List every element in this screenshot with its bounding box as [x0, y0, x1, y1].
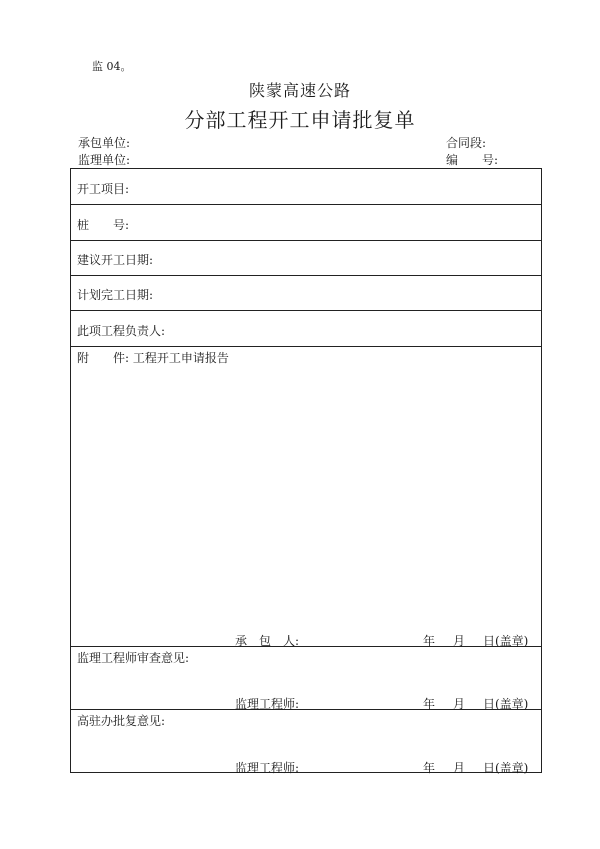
- engineer-review-label: 监理工程师审查意见:: [77, 651, 190, 665]
- day-seal-label: 日(盖章): [483, 697, 529, 711]
- row-attachment: [71, 347, 541, 647]
- row-resident-office-approval: [71, 710, 541, 774]
- row-start-item: [71, 169, 541, 205]
- row-engineer-review: [71, 647, 541, 710]
- row-suggested-start-date: [71, 241, 541, 276]
- day-seal-label: 日(盖章): [483, 761, 529, 775]
- resident-office-approval-label: 高驻办批复意见:: [77, 714, 166, 728]
- row-stake-no: [71, 205, 541, 241]
- engineer-signature-label: 监理工程师:: [235, 697, 300, 711]
- day-seal-label: 日(盖章): [483, 634, 529, 648]
- month-label: 月: [453, 697, 466, 711]
- attachment-label: 附 件: 工程开工申请报告: [77, 351, 229, 365]
- planned-finish-date-label: 计划完工日期:: [77, 288, 154, 302]
- form-code: 监 04。: [92, 60, 132, 73]
- supervisor-label: 监理单位:: [78, 153, 131, 167]
- row-planned-finish-date: [71, 276, 541, 311]
- row-person-in-charge: [71, 311, 541, 347]
- stake-no-label: 桩 号:: [77, 218, 130, 232]
- suggested-start-date-label: 建议开工日期:: [77, 253, 154, 267]
- month-label: 月: [453, 761, 466, 775]
- person-in-charge-label: 此项工程负责人:: [77, 324, 166, 338]
- year-label: 年: [423, 761, 436, 775]
- month-label: 月: [453, 634, 466, 648]
- document-title: 分部工程开工申请批复单: [184, 108, 416, 132]
- year-label: 年: [423, 697, 436, 711]
- org-name: 陕蒙高速公路: [248, 81, 351, 100]
- start-item-label: 开工项目:: [77, 182, 130, 196]
- contract-section-label: 合同段:: [446, 136, 487, 150]
- form-table: [70, 168, 542, 773]
- engineer-signature-label: 监理工程师:: [235, 761, 300, 775]
- number-label: 编 号:: [446, 153, 499, 167]
- year-label: 年: [423, 634, 436, 648]
- contractor-label: 承包单位:: [78, 136, 131, 150]
- contractor-person-label: 承 包 人:: [235, 634, 300, 648]
